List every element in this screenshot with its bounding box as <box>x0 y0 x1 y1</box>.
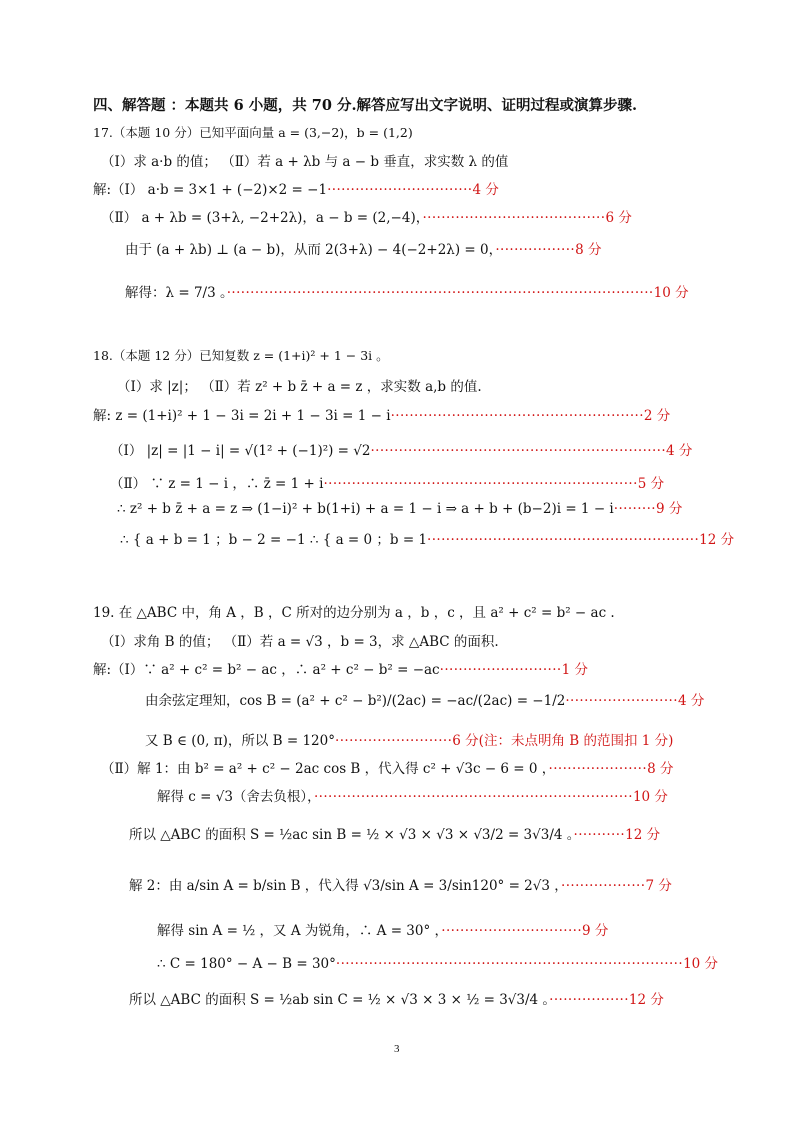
line-q18p <box>117 378 482 396</box>
score-mark: 9 分 <box>655 501 683 517</box>
line-s19b <box>145 692 704 710</box>
score-leader-dots: ····················· <box>548 761 648 777</box>
line-text: 解得 c = √3（舍去负根）， <box>157 789 314 805</box>
line-text: ∴ z² + b z̄ + a = z ⇒ (1−i)² + b(1+i) + a = 1 − i ⇒ a + b + (b−2)i = 1 − i <box>117 501 614 517</box>
line-text: （Ⅱ）解 1：由 b² = a² + c² − 2ac cos B ，代入得 c² + √3c − 6 = 0 ， <box>101 761 549 777</box>
line-h <box>93 97 637 115</box>
score-mark: 4 分 <box>472 182 499 198</box>
line-text: 解: z = (1+i)² + 1 − 3i = 2i + 1 − 3i = 1 − i <box>93 408 391 424</box>
score-leader-dots: ··························································································· <box>226 285 654 301</box>
score-mark: 8 分 <box>575 242 602 258</box>
line-text: ∴ { a + b = 1 ；b − 2 = −1 ∴ { a = 0 ；b = 1 <box>120 532 428 548</box>
score-leader-dots: ················· <box>549 992 629 1008</box>
line-text: 解得 sin A = ½ ，又 A 为锐角，∴ A = 30° ， <box>157 923 442 939</box>
score-leader-dots: ······················································ <box>390 408 644 424</box>
score-leader-dots: ········· <box>613 501 656 517</box>
line-s19d <box>101 760 673 778</box>
score-leader-dots: ·························· <box>439 662 562 678</box>
line-s19a <box>93 661 588 679</box>
score-leader-dots: ························· <box>335 733 453 749</box>
score-mark: 2 分 <box>643 408 671 424</box>
line-text: （Ⅰ） |z| = |1 − i| = √(1² + (−1)²) = √2 <box>110 443 371 459</box>
line-q18 <box>93 347 389 365</box>
score-leader-dots: ···································································· <box>313 789 633 805</box>
line-text: 解:（Ⅰ）∵ a² + c² = b² − ac ，∴ a² + c² − b² = −ac <box>93 662 440 678</box>
score-leader-dots: ······························· <box>327 182 473 198</box>
page-number: 3 <box>394 1043 400 1055</box>
line-s18d <box>117 500 682 518</box>
score-mark: 10 分 <box>632 789 668 805</box>
line-text: 17.（本题 10 分）已知平面向量 a = (3,−2)，b = (1,2) <box>93 125 413 140</box>
line-text: 解 2：由 a/sin A = b/sin B ，代入得 √3/sin A = 3/sin120° = 2√3 ， <box>129 878 561 894</box>
score-mark: 4 分 <box>677 693 705 709</box>
line-text: （Ⅱ） a + λb = (3+λ, −2+2λ)，a − b = (2,−4)， <box>101 210 423 226</box>
score-mark: 6 分(注：未点明角 B 的范围扣 1 分) <box>452 733 674 749</box>
line-s17d <box>125 284 689 302</box>
line-text: 19. 在 △ABC 中，角 A ，B ，C 所对的边分别为 a ，b ，c ，且 a² + c² = b² − ac . <box>93 605 615 621</box>
line-q19 <box>93 604 615 622</box>
score-leader-dots: ·················· <box>561 878 646 894</box>
line-text: 所以 △ABC 的面积 S = ½ac sin B = ½ × √3 × √3 × √3/2 = 3√3/4 。 <box>129 827 574 843</box>
line-s18c <box>110 475 664 493</box>
line-text: （Ⅰ）求角 B 的值； （Ⅱ）若 a = √3 ，b = 3，求 △ABC 的面积. <box>101 634 499 650</box>
line-text: ∴ C = 180° − A − B = 30° <box>157 956 336 972</box>
line-s17a <box>93 181 499 199</box>
score-leader-dots: ··································································· <box>323 476 638 492</box>
line-text: 解:（Ⅰ） a·b = 3×1 + (−2)×2 = −1 <box>93 182 328 198</box>
line-text: 由于 (a + λb) ⊥ (a − b)，从而 2(3+λ) − 4(−2+2λ) = 0， <box>125 242 496 258</box>
line-text: 18.（本题 12 分）已知复数 z = (1+i)² + 1 − 3i 。 <box>93 348 389 363</box>
line-s19f <box>129 826 660 844</box>
line-s19i <box>157 955 718 973</box>
line-text: 解得：λ = 7/3 。 <box>125 285 227 301</box>
line-text: （Ⅰ）求 a·b 的值； （Ⅱ）若 a + λb 与 a − b 垂直，求实数 λ 的值 <box>101 154 509 170</box>
line-s19c <box>145 732 673 750</box>
line-q17p <box>101 153 508 171</box>
line-s18e <box>120 531 734 549</box>
line-s19e <box>157 788 668 806</box>
score-mark: 12 分 <box>628 992 664 1008</box>
line-text: 四、解答题 ：本题共 6 小题，共 70 分.解答应写出文字说明、证明过程或演算步骤. <box>93 97 638 114</box>
line-q17 <box>93 124 413 142</box>
score-mark: 12 分 <box>699 532 735 548</box>
score-leader-dots: ················· <box>495 242 576 258</box>
line-s18a <box>93 407 670 425</box>
score-mark: 7 分 <box>645 878 672 894</box>
score-mark: 8 分 <box>647 761 674 777</box>
score-mark: 12 分 <box>625 827 661 843</box>
score-mark: 4 分 <box>666 443 693 459</box>
line-s19j <box>129 991 664 1009</box>
score-leader-dots: ························ <box>565 693 678 709</box>
line-q19p <box>101 633 499 651</box>
score-mark: 10 分 <box>653 285 689 301</box>
score-leader-dots: ·························································· <box>427 532 700 548</box>
line-s17b <box>101 209 632 227</box>
score-leader-dots: ······························ <box>441 923 583 939</box>
line-text: 所以 △ABC 的面积 S = ½ab sin C = ½ × √3 × 3 × ½ = 3√3/4 。 <box>129 992 550 1008</box>
line-text: 由余弦定理知，cos B = (a² + c² − b²)/(2ac) = −ac/(2ac) = −1/2 <box>145 693 566 709</box>
score-leader-dots: ··········· <box>573 827 626 843</box>
line-s17c <box>125 241 602 259</box>
line-s19h <box>157 922 608 940</box>
score-leader-dots: ······························································· <box>370 443 667 459</box>
line-text: （Ⅰ）求 |z|； （Ⅱ）若 z² + b z̄ + a = z ，求实数 a,b 的值. <box>117 379 482 395</box>
line-s19g <box>129 877 672 895</box>
score-leader-dots: ······································· <box>422 210 606 226</box>
score-leader-dots: ·········································································· <box>335 956 684 972</box>
score-mark: 10 分 <box>683 956 719 972</box>
line-s18b <box>110 442 692 460</box>
line-text: （Ⅱ） ∵ z = 1 − i ，∴ z̄ = 1 + i <box>110 476 324 492</box>
score-mark: 9 分 <box>582 923 609 939</box>
line-text: 又 B ∈ (0, π)，所以 B = 120° <box>145 733 335 749</box>
score-mark: 5 分 <box>637 476 665 492</box>
score-mark: 6 分 <box>605 210 632 226</box>
score-mark: 1 分 <box>561 662 588 678</box>
